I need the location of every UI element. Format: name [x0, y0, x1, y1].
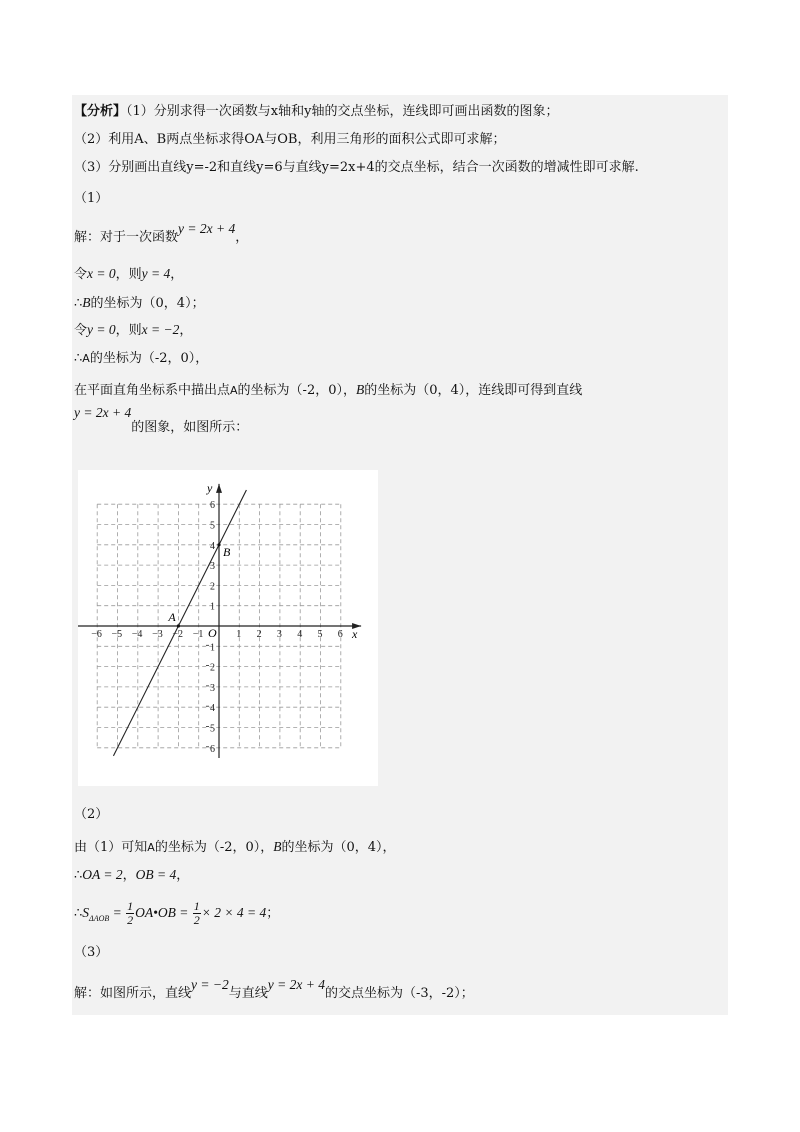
x-tick-label: 4: [297, 629, 303, 640]
analysis-line-2: （2）利用A、B两点坐标求得OA与OB，利用三角形的面积公式即可求解；: [74, 132, 506, 147]
x-axis-label: x: [351, 627, 358, 641]
equation: y = 2x + 4: [178, 221, 236, 236]
y-tick-label: 1: [210, 601, 215, 613]
part1-plot-line: 在平面直角坐标系中描出点A的坐标为（-2，0），B的坐标为（0，4），连线即可得到直线: [74, 382, 583, 398]
x-tick-label: 6: [337, 629, 343, 640]
y-tick-label: 1: [210, 642, 215, 654]
y-tick-label: 3: [210, 682, 215, 694]
point-a: [177, 624, 180, 627]
x-tick-label: 1: [236, 629, 242, 640]
part3-line-1: 解：如图所示，直线y = −2与直线y = 2x + 4的交点坐标为（-3，-2）；: [74, 977, 474, 1001]
y-tick-label: 5: [210, 520, 215, 532]
function-line: [113, 490, 246, 756]
y-tick-label: 2: [210, 662, 215, 674]
y-tick-label: 3: [210, 561, 215, 573]
part1-number: （1）: [74, 191, 109, 206]
x-tick-label: −4: [131, 629, 143, 640]
fraction-half-2: $\frac{1}{2}$: [193, 899, 200, 927]
analysis-line-3: （3）分别画出直线y=-2和直线y=6与直线y=2x+4的交点坐标，结合一次函数的增减性即可求解.: [74, 160, 639, 175]
x-tick-label: −2: [172, 629, 184, 640]
origin-label: O: [208, 626, 217, 640]
x-tick-label: −1: [192, 629, 204, 640]
point-a-label: A: [168, 610, 176, 624]
analysis-line-1: 【分析】（1）分别求得一次函数与x轴和y轴的交点坐标，连线即可画出函数的图象；: [74, 104, 559, 119]
part2-area-formula: $\therefore S_{\Delta AOB}$ = $\frac{1}{2}$ OA•OB = $\frac{1}{2}$ × 2 × 4 = 4；: [74, 899, 280, 927]
part1-solve-line: 解：对于一次函数y = 2x + 4，: [74, 221, 249, 245]
part1-let-y: 令y = 0，则x = −2，: [74, 322, 193, 338]
part2-number: （2）: [74, 807, 109, 822]
y-axis-arrow: [216, 484, 222, 493]
coordinate-graph: [78, 470, 378, 786]
tick-labels: [91, 500, 343, 755]
part1-let-x: 令x = 0，则y = 4，: [74, 266, 184, 282]
axes: [78, 484, 361, 758]
x-tick-label: −5: [111, 629, 123, 640]
point-b: [217, 543, 220, 546]
part1-point-b: ∴B的坐标为（0，4）；: [74, 295, 205, 311]
graph-container: [78, 470, 378, 786]
part1-point-a: ∴A的坐标为（-2，0），: [74, 351, 209, 366]
x-tick-label: 2: [256, 629, 262, 640]
x-tick-label: −3: [152, 629, 163, 640]
part3-number: （3）: [74, 945, 109, 960]
part2-line-2: ∴OA = 2，OB = 4，: [74, 867, 190, 883]
fraction-half: $\frac{1}{2}$: [127, 899, 134, 927]
y-tick-label: 5: [210, 723, 215, 735]
y-tick-label: 6: [210, 743, 215, 755]
part1-plot-end: y = 2x + 4的图象，如图所示：: [74, 405, 249, 435]
analysis-label: 【分析】: [74, 104, 127, 119]
y-tick-label: 2: [210, 581, 215, 593]
y-axis-label: y: [207, 481, 213, 496]
y-tick-label: 4: [210, 703, 215, 715]
part2-line-1: 由（1）可知A的坐标为（-2，0），B的坐标为（0，4），: [74, 839, 396, 855]
x-tick-label: 5: [317, 629, 323, 640]
y-tick-label: 6: [210, 500, 215, 512]
x-tick-label: −6: [91, 629, 102, 640]
x-tick-label: 3: [276, 629, 282, 640]
point-b-label: B: [223, 544, 231, 559]
y-tick-label: 4: [210, 540, 215, 552]
